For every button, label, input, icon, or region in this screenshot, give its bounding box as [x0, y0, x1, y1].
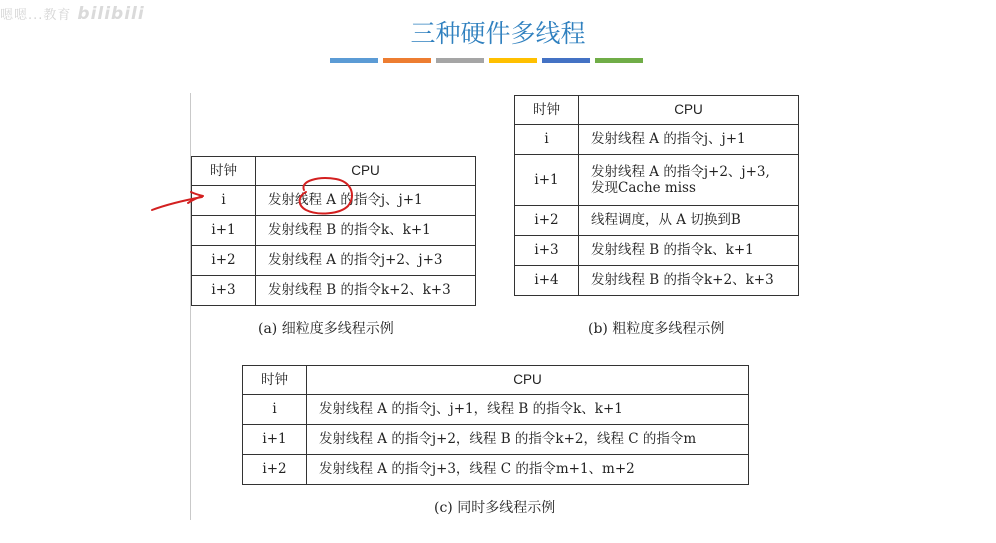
- cpu-cell-line: 发射线程 A 的指令j+2、j+3,: [591, 163, 770, 180]
- cpu-cell: 发射线程 A 的指令j、j+1: [579, 125, 799, 155]
- clock-cell: i+2: [192, 246, 256, 276]
- table-row: [243, 455, 749, 485]
- clock-cell: i+3: [192, 276, 256, 306]
- table-row: [515, 236, 799, 266]
- table-header-row: [243, 366, 749, 395]
- header-clock: 时钟: [515, 96, 579, 125]
- table-row: [243, 425, 749, 455]
- caption-fine-grained: (a) 细粒度多线程示例: [258, 321, 394, 337]
- header-cpu: CPU: [307, 366, 749, 395]
- clock-cell: i: [243, 395, 307, 425]
- header-cpu: CPU: [256, 157, 476, 186]
- clock-cell: i+1: [192, 216, 256, 246]
- caption-simultaneous: (c) 同时多线程示例: [434, 500, 556, 516]
- clock-cell: i+3: [515, 236, 579, 266]
- table-row: [192, 186, 476, 216]
- clock-cell: i+2: [243, 455, 307, 485]
- clock-cell: i+4: [515, 266, 579, 296]
- color-bar: [595, 58, 643, 63]
- title-color-bars: [330, 58, 643, 63]
- cpu-cell: 线程调度，从 A 切换到B: [579, 206, 799, 236]
- table-row: [515, 125, 799, 155]
- cpu-cell: 发射线程 B 的指令k+2、k+3: [256, 276, 476, 306]
- header-cpu: CPU: [579, 96, 799, 125]
- color-bar: [542, 58, 590, 63]
- color-bar: [489, 58, 537, 63]
- clock-cell: i+1: [243, 425, 307, 455]
- header-clock: 时钟: [243, 366, 307, 395]
- table-row: [192, 246, 476, 276]
- table-row: [243, 395, 749, 425]
- clock-cell: i+1: [515, 155, 579, 206]
- color-bar: [383, 58, 431, 63]
- cpu-cell: 发射线程 A 的指令j+2、j+3: [256, 246, 476, 276]
- cpu-cell-line: 发现Cache miss: [591, 180, 696, 196]
- cpu-cell: 发射线程 B 的指令k、k+1: [256, 216, 476, 246]
- color-bar: [436, 58, 484, 63]
- cpu-cell: 发射线程 A 的指令j+2，线程 B 的指令k+2，线程 C 的指令m: [307, 425, 749, 455]
- cpu-cell: 发射线程 A 的指令j、j+1，线程 B 的指令k、k+1: [307, 395, 749, 425]
- cpu-cell: 发射线程 A 的指令j+3，线程 C 的指令m+1、m+2: [307, 455, 749, 485]
- table-row: [515, 266, 799, 296]
- clock-cell: i: [192, 186, 256, 216]
- cpu-cell: 发射线程 B 的指令k、k+1: [579, 236, 799, 266]
- clock-cell: i: [515, 125, 579, 155]
- table-row: [192, 276, 476, 306]
- cpu-cell: 发射线程 B 的指令k+2、k+3: [579, 266, 799, 296]
- clock-cell: i+2: [515, 206, 579, 236]
- fine-grained-table: [191, 156, 476, 306]
- cpu-cell: [579, 155, 799, 206]
- table-header-row: [192, 157, 476, 186]
- bilibili-logo: bilibili: [77, 4, 145, 24]
- cpu-cell: 发射线程 A 的指令j、j+1: [256, 186, 476, 216]
- color-bar: [330, 58, 378, 63]
- header-clock: 时钟: [192, 157, 256, 186]
- simultaneous-table: [242, 365, 749, 485]
- table-row: [192, 216, 476, 246]
- slide-title: 三种硬件多线程: [410, 19, 586, 48]
- coarse-grained-table: [514, 95, 799, 296]
- caption-coarse-grained: (b) 粗粒度多线程示例: [588, 321, 725, 337]
- table-row: [515, 155, 799, 206]
- watermark-text: 嗯嗯...教育: [0, 8, 72, 23]
- table-row: [515, 206, 799, 236]
- table-header-row: [515, 96, 799, 125]
